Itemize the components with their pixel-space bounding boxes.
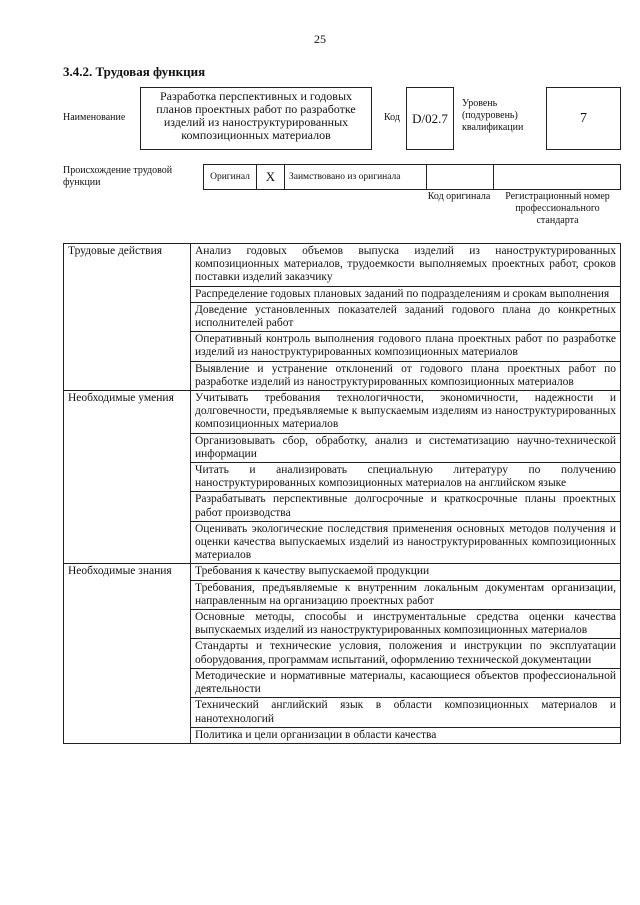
item-cell: Анализ годовых объемов выпуска изделий из наноструктурированных композиционных материалов, трудоемкости выполняемых проектных работ, сроков поставки изделий заказчику [191, 244, 621, 287]
origin-label: Происхождение трудовой функции [63, 165, 173, 188]
function-name: Разработка перспективных и годовых планов проектных работ по разработке изделий из наноструктурированных композиционных материалов [140, 87, 372, 150]
qualification-level-value: 7 [546, 87, 621, 150]
borrowed-label: Заимствовано из оригинала [289, 172, 401, 182]
name-label: Наименование [63, 112, 126, 123]
item-cell: Методические и нормативные материалы, касающиеся объектов профессиональной деятельности [191, 668, 621, 697]
qualification-level-label: Уровень (подуровень) квалификации [462, 98, 524, 133]
borrowed-label-cell [285, 165, 427, 189]
code-original-caption: Код оригинала [427, 191, 491, 202]
function-details-table [63, 243, 621, 744]
item-cell: Оценивать экологические последствия применения основных методов получения и оценки качества выпускаемых изделий из наноструктурированных композиционных материалов [191, 521, 621, 564]
item-cell: Выявление и устранение отклонений от годового плана проектных работ по разработке изделий из наноструктурированных композиционных материалов [191, 361, 621, 390]
table-row [64, 564, 621, 580]
table-row [64, 244, 621, 287]
function-code: D/02.7 [406, 87, 454, 150]
item-cell: Основные методы, способы и инструментальные средства оценки качества выпускаемых изделий из наноструктурированных композиционных материалов [191, 610, 621, 639]
item-cell: Требования к качеству выпускаемой продукции [191, 564, 621, 580]
item-cell: Учитывать требования технологичности, экономичности, надежности и долговечности, предъявляемые к выпускаемым изделиям из наноструктурированных композиционных материалов [191, 391, 621, 434]
category-cell: Необходимые умения [64, 391, 191, 564]
category-cell: Необходимые знания [64, 564, 191, 743]
reg-number-cell [494, 165, 620, 189]
item-cell: Читать и анализировать специальную литературу по получению наноструктурированных композиционных материалов на английском языке [191, 463, 621, 492]
original-label-cell [204, 165, 257, 189]
original-mark-cell [257, 165, 285, 189]
item-cell: Стандарты и технические условия, положения и инструкции по эксплуатации оборудования, программам испытаний, оформлению технической документации [191, 639, 621, 668]
page-number: 25 [314, 32, 326, 46]
origin-row [203, 164, 621, 190]
item-cell: Политика и цели организации в области качества [191, 727, 621, 743]
item-cell: Организовывать сбор, обработку, анализ и систематизацию научно-технической информации [191, 433, 621, 462]
original-label: Оригинал [210, 172, 250, 182]
item-cell: Доведение установленных показателей заданий годового плана до конкретных исполнителей работ [191, 302, 621, 331]
original-mark: X [265, 169, 276, 184]
item-cell: Технический английский язык в области композиционных материалов и нанотехнологий [191, 698, 621, 727]
item-cell: Оперативный контроль выполнения годового плана проектных работ по разработке изделий из наноструктурированных композиционных материалов [191, 332, 621, 361]
code-label: Код [384, 112, 400, 123]
item-cell: Требования, предъявляемые к внутренним локальным документам организации, направленным на организацию проектных работ [191, 580, 621, 609]
section-title: 3.4.2. Трудовая функция [63, 64, 206, 79]
item-cell: Распределение годовых плановых заданий по подразделениям и срокам выполнения [191, 286, 621, 302]
reg-number-caption: Регистрационный номер профессионального стандарта [505, 191, 610, 226]
table-row [64, 391, 621, 434]
category-cell: Трудовые действия [64, 244, 191, 391]
item-cell: Разрабатывать перспективные долгосрочные и краткосрочные планы проектных работ производства [191, 492, 621, 521]
code-original-cell [427, 165, 494, 189]
